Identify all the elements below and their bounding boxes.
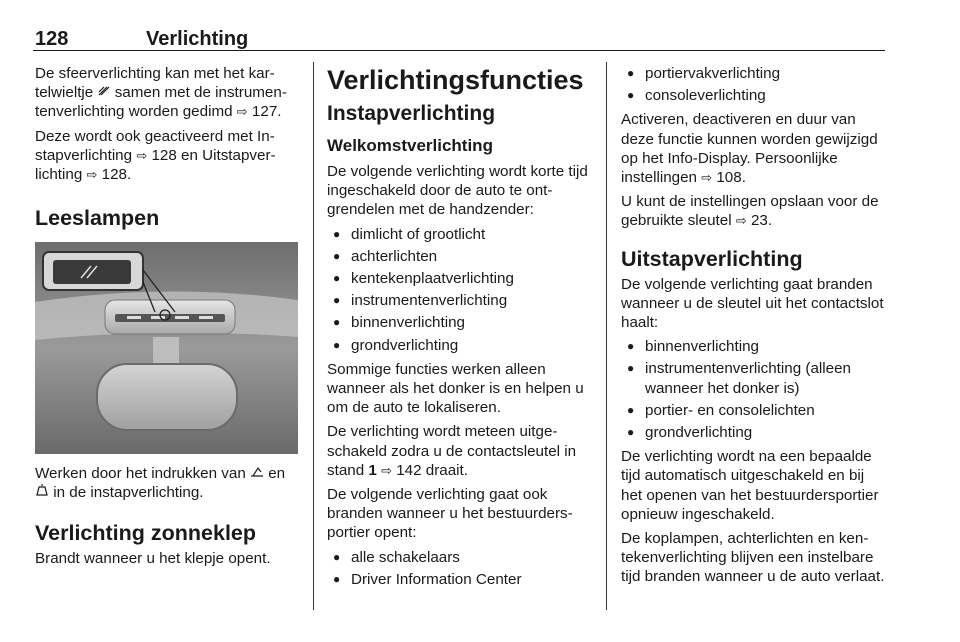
ref-arrow-icon: ⇨ bbox=[701, 170, 713, 186]
list-item: ● kentekenplaatverlichting bbox=[327, 269, 592, 288]
ref-arrow-icon: ⇨ bbox=[381, 462, 392, 478]
paragraph-werken: Werken door het indrukken van en in de instapverlichting. bbox=[35, 465, 286, 502]
paragraph-activeren: Activeren, deactiveren en duur van deze functie kunnen worden gewijzigd op het Info-Display. Persoonlijke instellingen ⇨ 108. bbox=[621, 111, 878, 187]
paragraph-koplampen: De koplampen, achterlichten en kentekenverlichting blijven een instelbare tijd branden wanneer u de auto verlaat. bbox=[621, 530, 885, 586]
ref-arrow-icon: ⇨ bbox=[86, 167, 98, 183]
header-rule bbox=[33, 50, 885, 51]
list-item: ● alle schakelaars bbox=[327, 548, 592, 567]
section-title: Verlichting bbox=[146, 28, 249, 50]
list-item: ● binnenverlichting bbox=[621, 337, 889, 356]
list-item: ● achterlichten bbox=[327, 247, 592, 266]
paragraph-zonneklep: Brandt wanneer u het klepje opent. bbox=[35, 549, 271, 567]
thumbwheel-icon bbox=[97, 84, 110, 97]
heading-zonneklep: Verlichting zonneklep bbox=[35, 520, 257, 545]
list-welkomst bbox=[327, 225, 592, 355]
paragraph-uitgeschakeld: De verlichting wordt meteen uitgeschakeld zodra u de contactsleutel in stand 1 ⇨ 142 draait. bbox=[327, 423, 577, 479]
paragraph-sommige: Sommige functies werken alleen wanneer als het donker is en helpen u om de auto te lokaliseren. bbox=[327, 360, 584, 417]
list-item: ● dimlicht of grootlicht bbox=[327, 225, 592, 244]
heading-uitstapverlichting: Uitstapverlichting bbox=[621, 246, 803, 271]
page-ref-link[interactable]: 23. bbox=[750, 212, 773, 230]
page-ref-link[interactable]: 142 bbox=[396, 461, 422, 479]
page-number: 128 bbox=[35, 28, 69, 50]
ref-arrow-icon: ⇨ bbox=[735, 213, 747, 229]
page-ref-link[interactable]: 108. bbox=[716, 169, 746, 187]
column-divider-2 bbox=[606, 62, 607, 610]
list-item: ● grondverlichting bbox=[327, 336, 592, 355]
door-light-icon bbox=[35, 483, 49, 497]
column-2 bbox=[327, 64, 592, 594]
column-1 bbox=[35, 64, 300, 573]
heading-welkomstverlichting: Welkomstverlichting bbox=[327, 136, 493, 155]
paragraph-opslaan: U kunt de instellingen opslaan voor de gebruikte sleutel ⇨ 23. bbox=[621, 193, 879, 230]
list-portier bbox=[327, 548, 592, 589]
page-ref-link[interactable]: 128 bbox=[151, 146, 177, 164]
paragraph-bestuurdersportier: De volgende verlichting gaat ook branden wanneer u het bestuurdersportier opent: bbox=[327, 486, 573, 542]
page-header bbox=[33, 28, 885, 50]
list-item: ● binnenverlichting bbox=[327, 313, 592, 332]
paragraph-uitstap: De volgende verlichting gaat branden wanneer u de sleutel uit het contactslot haalt: bbox=[621, 275, 884, 332]
column-3 bbox=[621, 64, 889, 592]
list-item: ● Driver Information Center bbox=[327, 570, 592, 589]
heading-leeslampen: Leeslampen bbox=[35, 206, 160, 231]
list-uitstap bbox=[621, 337, 889, 442]
reading-lamp-photo bbox=[35, 242, 298, 454]
heading-verlichtingsfuncties: Verlichtingsfuncties bbox=[327, 65, 584, 95]
paragraph-sfeerverlichting: De sfeerverlichting kan met het kartelwieltje samen met de instrumentenverlichting worden gedimd ⇨ 127. bbox=[35, 65, 287, 121]
ref-arrow-icon: ⇨ bbox=[236, 104, 248, 120]
page-ref-link[interactable]: 127. bbox=[251, 103, 282, 121]
column-divider-1 bbox=[313, 62, 314, 610]
list-item: ● instrumentenverlichting (alleen wanneer het donker is) bbox=[621, 359, 889, 397]
list-item: ● grondverlichting bbox=[621, 423, 889, 442]
list-portiervak bbox=[621, 64, 889, 105]
list-item: ● portier- en consolelichten bbox=[621, 401, 889, 420]
list-item: ● consoleverlichting bbox=[621, 86, 889, 105]
paragraph-instapverlichting: Deze wordt ook geactiveerd met Instapverlichting ⇨ 128 en Uitstapverlichting ⇨ 128. bbox=[35, 127, 276, 184]
heading-instapverlichting: Instapverlichting bbox=[327, 102, 496, 125]
reading-lamp-icon bbox=[250, 464, 264, 478]
list-item: ● portiervakverlichting bbox=[621, 64, 889, 83]
paragraph-bepaalde-tijd: De verlichting wordt na een bepaalde tijd automatisch uitgeschakeld en bij het openen van het bestuurdersportier opnieuw ingeschakeld. bbox=[621, 448, 879, 523]
list-item: ● instrumentenverlichting bbox=[327, 291, 592, 310]
paragraph-welkomst: De volgende verlichting wordt korte tijd ingeschakeld door de auto te ontgrendelen met de handzender: bbox=[327, 163, 588, 219]
page-ref-link[interactable]: 128. bbox=[101, 166, 132, 184]
ref-arrow-icon: ⇨ bbox=[136, 147, 148, 163]
